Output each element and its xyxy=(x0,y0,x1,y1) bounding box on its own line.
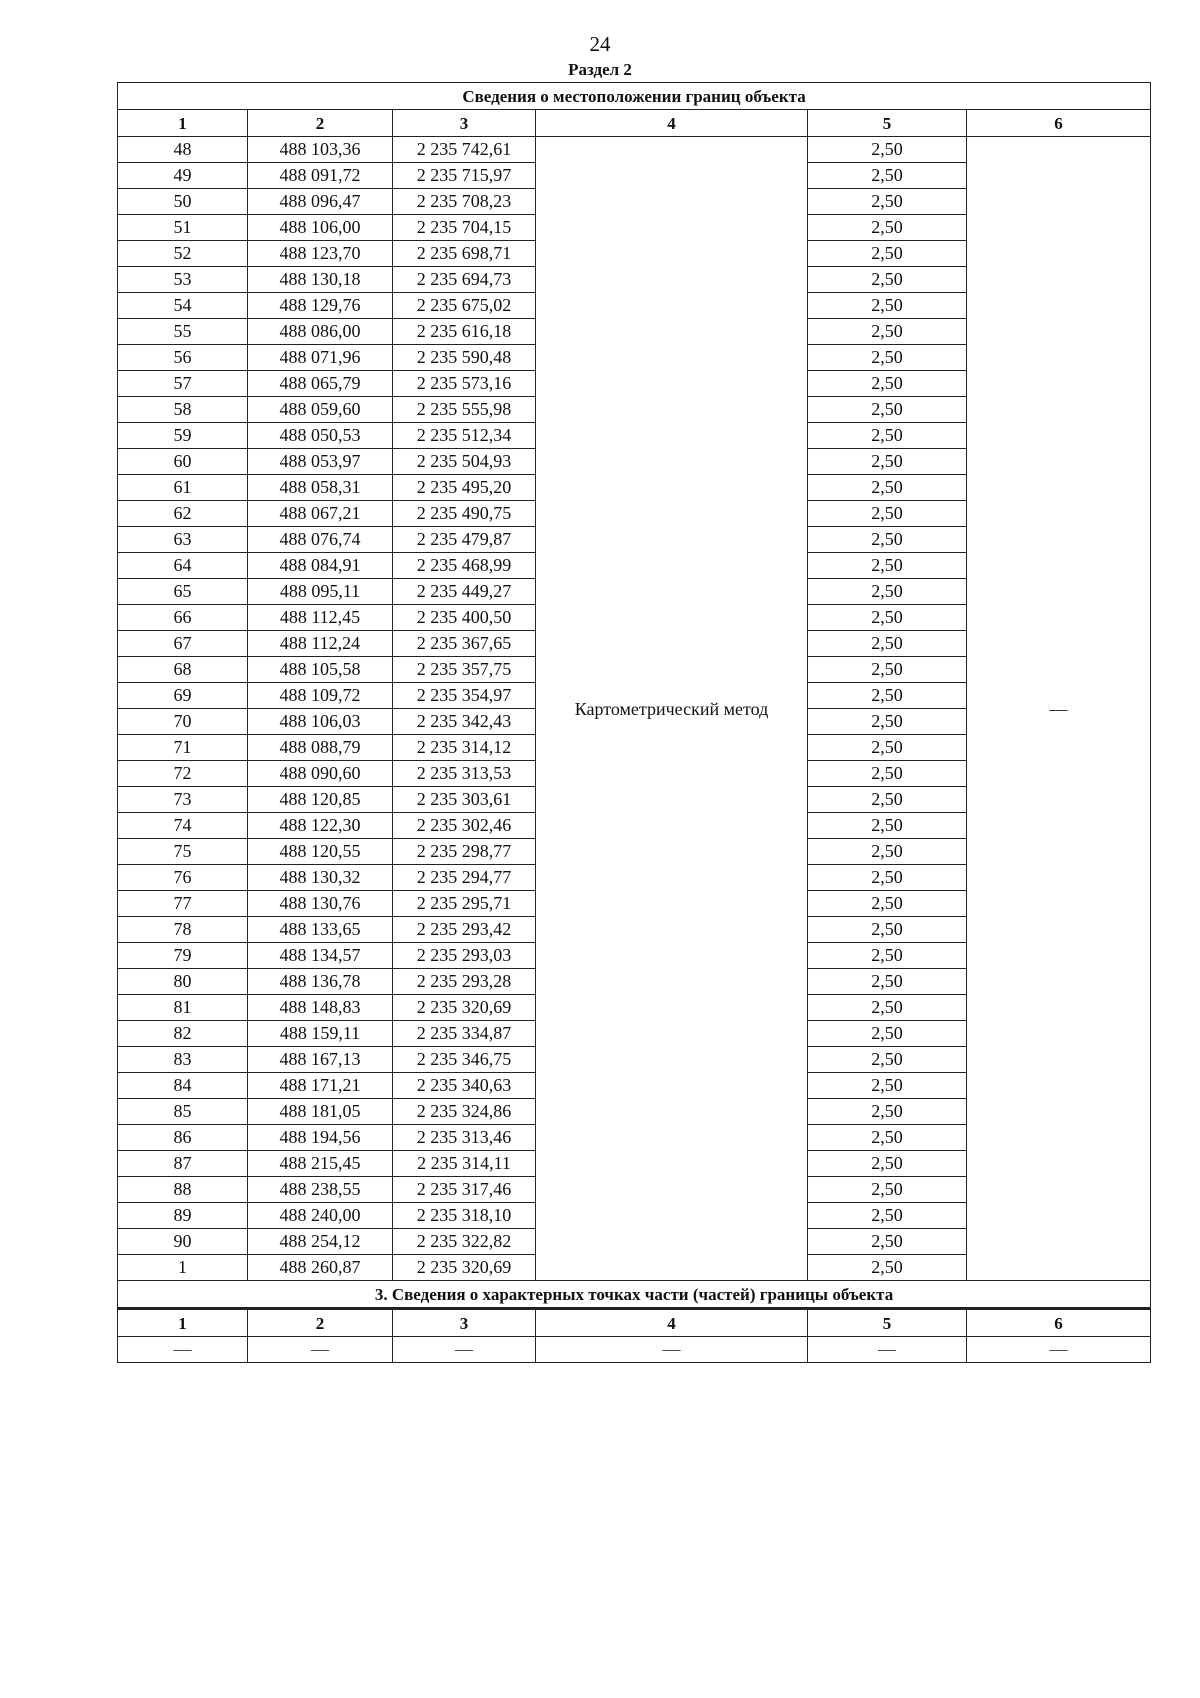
y-coordinate-cell: 2 235 708,23 xyxy=(393,189,536,215)
y-coordinate-cell: 2 235 303,61 xyxy=(393,787,536,813)
point-number-cell: 75 xyxy=(118,839,248,865)
x-coordinate-cell: 488 129,76 xyxy=(248,293,393,319)
y-coordinate-cell: 2 235 479,87 xyxy=(393,527,536,553)
point-number-cell: 79 xyxy=(118,943,248,969)
point-number-cell: 90 xyxy=(118,1229,248,1255)
x-coordinate-cell: 488 159,11 xyxy=(248,1021,393,1047)
point-number-cell: 54 xyxy=(118,293,248,319)
point-number-cell: 87 xyxy=(118,1151,248,1177)
accuracy-cell: 2,50 xyxy=(808,683,967,709)
point-number-cell: 1 xyxy=(118,1255,248,1281)
y-coordinate-cell: 2 235 318,10 xyxy=(393,1203,536,1229)
accuracy-cell: 2,50 xyxy=(808,501,967,527)
y-coordinate-cell: 2 235 704,15 xyxy=(393,215,536,241)
y-coordinate-cell: 2 235 590,48 xyxy=(393,345,536,371)
section3-column-header: 6 xyxy=(967,1309,1151,1337)
x-coordinate-cell: 488 084,91 xyxy=(248,553,393,579)
x-coordinate-cell: 488 167,13 xyxy=(248,1047,393,1073)
x-coordinate-cell: 488 112,24 xyxy=(248,631,393,657)
accuracy-cell: 2,50 xyxy=(808,475,967,501)
column-header-row xyxy=(118,110,1151,137)
accuracy-cell: 2,50 xyxy=(808,579,967,605)
y-coordinate-cell: 2 235 694,73 xyxy=(393,267,536,293)
y-coordinate-cell: 2 235 314,11 xyxy=(393,1151,536,1177)
y-coordinate-cell: 2 235 334,87 xyxy=(393,1021,536,1047)
section3-cell: — xyxy=(393,1337,536,1363)
x-coordinate-cell: 488 133,65 xyxy=(248,917,393,943)
y-coordinate-cell: 2 235 490,75 xyxy=(393,501,536,527)
accuracy-cell: 2,50 xyxy=(808,189,967,215)
section3-column-header: 2 xyxy=(248,1309,393,1337)
point-number-cell: 78 xyxy=(118,917,248,943)
y-coordinate-cell: 2 235 320,69 xyxy=(393,1255,536,1281)
point-number-cell: 62 xyxy=(118,501,248,527)
point-number-cell: 88 xyxy=(118,1177,248,1203)
accuracy-cell: 2,50 xyxy=(808,1203,967,1229)
accuracy-cell: 2,50 xyxy=(808,839,967,865)
y-coordinate-cell: 2 235 367,65 xyxy=(393,631,536,657)
section3-column-header: 4 xyxy=(536,1309,808,1337)
y-coordinate-cell: 2 235 346,75 xyxy=(393,1047,536,1073)
point-number-cell: 59 xyxy=(118,423,248,449)
section3-title: 3. Сведения о характерных точках части (частей) границы объекта xyxy=(118,1281,1151,1309)
point-number-cell: 60 xyxy=(118,449,248,475)
point-number-cell: 56 xyxy=(118,345,248,371)
point-number-cell: 51 xyxy=(118,215,248,241)
point-number-cell: 74 xyxy=(118,813,248,839)
x-coordinate-cell: 488 122,30 xyxy=(248,813,393,839)
point-number-cell: 82 xyxy=(118,1021,248,1047)
x-coordinate-cell: 488 254,12 xyxy=(248,1229,393,1255)
table-row xyxy=(118,137,1151,163)
accuracy-cell: 2,50 xyxy=(808,345,967,371)
accuracy-cell: 2,50 xyxy=(808,995,967,1021)
x-coordinate-cell: 488 136,78 xyxy=(248,969,393,995)
x-coordinate-cell: 488 130,32 xyxy=(248,865,393,891)
accuracy-cell: 2,50 xyxy=(808,761,967,787)
x-coordinate-cell: 488 238,55 xyxy=(248,1177,393,1203)
point-number-cell: 86 xyxy=(118,1125,248,1151)
x-coordinate-cell: 488 050,53 xyxy=(248,423,393,449)
accuracy-cell: 2,50 xyxy=(808,709,967,735)
x-coordinate-cell: 488 088,79 xyxy=(248,735,393,761)
x-coordinate-cell: 488 240,00 xyxy=(248,1203,393,1229)
y-coordinate-cell: 2 235 320,69 xyxy=(393,995,536,1021)
accuracy-cell: 2,50 xyxy=(808,1047,967,1073)
x-coordinate-cell: 488 086,00 xyxy=(248,319,393,345)
y-coordinate-cell: 2 235 573,16 xyxy=(393,371,536,397)
x-coordinate-cell: 488 053,97 xyxy=(248,449,393,475)
accuracy-cell: 2,50 xyxy=(808,631,967,657)
accuracy-cell: 2,50 xyxy=(808,1021,967,1047)
x-coordinate-cell: 488 134,57 xyxy=(248,943,393,969)
point-number-cell: 63 xyxy=(118,527,248,553)
x-coordinate-cell: 488 103,36 xyxy=(248,137,393,163)
point-number-cell: 80 xyxy=(118,969,248,995)
accuracy-cell: 2,50 xyxy=(808,917,967,943)
point-number-cell: 83 xyxy=(118,1047,248,1073)
section3-row xyxy=(118,1337,1151,1363)
point-number-cell: 64 xyxy=(118,553,248,579)
y-coordinate-cell: 2 235 675,02 xyxy=(393,293,536,319)
y-coordinate-cell: 2 235 298,77 xyxy=(393,839,536,865)
section3-cell: — xyxy=(967,1337,1151,1363)
boundary-table xyxy=(117,82,1151,1363)
y-coordinate-cell: 2 235 495,20 xyxy=(393,475,536,501)
point-number-cell: 81 xyxy=(118,995,248,1021)
x-coordinate-cell: 488 109,72 xyxy=(248,683,393,709)
point-number-cell: 76 xyxy=(118,865,248,891)
x-coordinate-cell: 488 194,56 xyxy=(248,1125,393,1151)
point-number-cell: 48 xyxy=(118,137,248,163)
y-coordinate-cell: 2 235 313,53 xyxy=(393,761,536,787)
accuracy-cell: 2,50 xyxy=(808,605,967,631)
accuracy-cell: 2,50 xyxy=(808,319,967,345)
column6-cell: — xyxy=(967,137,1151,1281)
point-number-cell: 66 xyxy=(118,605,248,631)
accuracy-cell: 2,50 xyxy=(808,1073,967,1099)
point-number-cell: 68 xyxy=(118,657,248,683)
x-coordinate-cell: 488 091,72 xyxy=(248,163,393,189)
y-coordinate-cell: 2 235 324,86 xyxy=(393,1099,536,1125)
y-coordinate-cell: 2 235 342,43 xyxy=(393,709,536,735)
accuracy-cell: 2,50 xyxy=(808,241,967,267)
y-coordinate-cell: 2 235 512,34 xyxy=(393,423,536,449)
accuracy-cell: 2,50 xyxy=(808,865,967,891)
accuracy-cell: 2,50 xyxy=(808,215,967,241)
point-number-cell: 70 xyxy=(118,709,248,735)
y-coordinate-cell: 2 235 504,93 xyxy=(393,449,536,475)
y-coordinate-cell: 2 235 293,03 xyxy=(393,943,536,969)
point-number-cell: 71 xyxy=(118,735,248,761)
accuracy-cell: 2,50 xyxy=(808,449,967,475)
y-coordinate-cell: 2 235 400,50 xyxy=(393,605,536,631)
section3-cell: — xyxy=(118,1337,248,1363)
accuracy-cell: 2,50 xyxy=(808,553,967,579)
y-coordinate-cell: 2 235 295,71 xyxy=(393,891,536,917)
accuracy-cell: 2,50 xyxy=(808,657,967,683)
y-coordinate-cell: 2 235 313,46 xyxy=(393,1125,536,1151)
accuracy-cell: 2,50 xyxy=(808,137,967,163)
accuracy-cell: 2,50 xyxy=(808,735,967,761)
column-header: 2 xyxy=(248,110,393,137)
accuracy-cell: 2,50 xyxy=(808,1255,967,1281)
point-number-cell: 67 xyxy=(118,631,248,657)
point-number-cell: 58 xyxy=(118,397,248,423)
y-coordinate-cell: 2 235 357,75 xyxy=(393,657,536,683)
section3-column-header: 3 xyxy=(393,1309,536,1337)
section3-cell: — xyxy=(536,1337,808,1363)
section3-header-row xyxy=(118,1309,1151,1337)
point-number-cell: 69 xyxy=(118,683,248,709)
accuracy-cell: 2,50 xyxy=(808,969,967,995)
point-number-cell: 77 xyxy=(118,891,248,917)
x-coordinate-cell: 488 065,79 xyxy=(248,371,393,397)
point-number-cell: 61 xyxy=(118,475,248,501)
y-coordinate-cell: 2 235 317,46 xyxy=(393,1177,536,1203)
column-header: 3 xyxy=(393,110,536,137)
x-coordinate-cell: 488 095,11 xyxy=(248,579,393,605)
accuracy-cell: 2,50 xyxy=(808,1177,967,1203)
point-number-cell: 85 xyxy=(118,1099,248,1125)
point-number-cell: 49 xyxy=(118,163,248,189)
x-coordinate-cell: 488 260,87 xyxy=(248,1255,393,1281)
section3-column-header: 5 xyxy=(808,1309,967,1337)
section3-cell: — xyxy=(248,1337,393,1363)
accuracy-cell: 2,50 xyxy=(808,267,967,293)
x-coordinate-cell: 488 067,21 xyxy=(248,501,393,527)
point-number-cell: 73 xyxy=(118,787,248,813)
x-coordinate-cell: 488 059,60 xyxy=(248,397,393,423)
section-title: Раздел 2 xyxy=(568,60,632,79)
x-coordinate-cell: 488 071,96 xyxy=(248,345,393,371)
x-coordinate-cell: 488 106,00 xyxy=(248,215,393,241)
column-header: 1 xyxy=(118,110,248,137)
accuracy-cell: 2,50 xyxy=(808,943,967,969)
y-coordinate-cell: 2 235 698,71 xyxy=(393,241,536,267)
y-coordinate-cell: 2 235 293,42 xyxy=(393,917,536,943)
section3-column-header: 1 xyxy=(118,1309,248,1337)
x-coordinate-cell: 488 181,05 xyxy=(248,1099,393,1125)
accuracy-cell: 2,50 xyxy=(808,1151,967,1177)
y-coordinate-cell: 2 235 293,28 xyxy=(393,969,536,995)
x-coordinate-cell: 488 076,74 xyxy=(248,527,393,553)
accuracy-cell: 2,50 xyxy=(808,371,967,397)
y-coordinate-cell: 2 235 742,61 xyxy=(393,137,536,163)
y-coordinate-cell: 2 235 616,18 xyxy=(393,319,536,345)
x-coordinate-cell: 488 171,21 xyxy=(248,1073,393,1099)
y-coordinate-cell: 2 235 314,12 xyxy=(393,735,536,761)
y-coordinate-cell: 2 235 555,98 xyxy=(393,397,536,423)
x-coordinate-cell: 488 112,45 xyxy=(248,605,393,631)
point-number-cell: 50 xyxy=(118,189,248,215)
point-number-cell: 65 xyxy=(118,579,248,605)
x-coordinate-cell: 488 123,70 xyxy=(248,241,393,267)
accuracy-cell: 2,50 xyxy=(808,891,967,917)
y-coordinate-cell: 2 235 449,27 xyxy=(393,579,536,605)
accuracy-cell: 2,50 xyxy=(808,813,967,839)
y-coordinate-cell: 2 235 294,77 xyxy=(393,865,536,891)
accuracy-cell: 2,50 xyxy=(808,163,967,189)
column-header: 6 xyxy=(967,110,1151,137)
point-number-cell: 55 xyxy=(118,319,248,345)
column-header: 4 xyxy=(536,110,808,137)
accuracy-cell: 2,50 xyxy=(808,293,967,319)
accuracy-cell: 2,50 xyxy=(808,787,967,813)
x-coordinate-cell: 488 148,83 xyxy=(248,995,393,1021)
section3-cell: — xyxy=(808,1337,967,1363)
y-coordinate-cell: 2 235 302,46 xyxy=(393,813,536,839)
y-coordinate-cell: 2 235 468,99 xyxy=(393,553,536,579)
page-number: 24 xyxy=(589,32,611,56)
point-number-cell: 84 xyxy=(118,1073,248,1099)
x-coordinate-cell: 488 096,47 xyxy=(248,189,393,215)
x-coordinate-cell: 488 215,45 xyxy=(248,1151,393,1177)
method-cell: Картометрический метод xyxy=(536,137,808,1281)
x-coordinate-cell: 488 120,85 xyxy=(248,787,393,813)
accuracy-cell: 2,50 xyxy=(808,1229,967,1255)
point-number-cell: 89 xyxy=(118,1203,248,1229)
accuracy-cell: 2,50 xyxy=(808,423,967,449)
y-coordinate-cell: 2 235 354,97 xyxy=(393,683,536,709)
x-coordinate-cell: 488 120,55 xyxy=(248,839,393,865)
x-coordinate-cell: 488 090,60 xyxy=(248,761,393,787)
table-title: Сведения о местоположении границ объекта xyxy=(118,83,1151,110)
y-coordinate-cell: 2 235 715,97 xyxy=(393,163,536,189)
accuracy-cell: 2,50 xyxy=(808,527,967,553)
column-header: 5 xyxy=(808,110,967,137)
accuracy-cell: 2,50 xyxy=(808,397,967,423)
x-coordinate-cell: 488 106,03 xyxy=(248,709,393,735)
y-coordinate-cell: 2 235 322,82 xyxy=(393,1229,536,1255)
point-number-cell: 52 xyxy=(118,241,248,267)
x-coordinate-cell: 488 130,18 xyxy=(248,267,393,293)
x-coordinate-cell: 488 058,31 xyxy=(248,475,393,501)
point-number-cell: 53 xyxy=(118,267,248,293)
point-number-cell: 72 xyxy=(118,761,248,787)
x-coordinate-cell: 488 105,58 xyxy=(248,657,393,683)
x-coordinate-cell: 488 130,76 xyxy=(248,891,393,917)
accuracy-cell: 2,50 xyxy=(808,1125,967,1151)
accuracy-cell: 2,50 xyxy=(808,1099,967,1125)
point-number-cell: 57 xyxy=(118,371,248,397)
y-coordinate-cell: 2 235 340,63 xyxy=(393,1073,536,1099)
